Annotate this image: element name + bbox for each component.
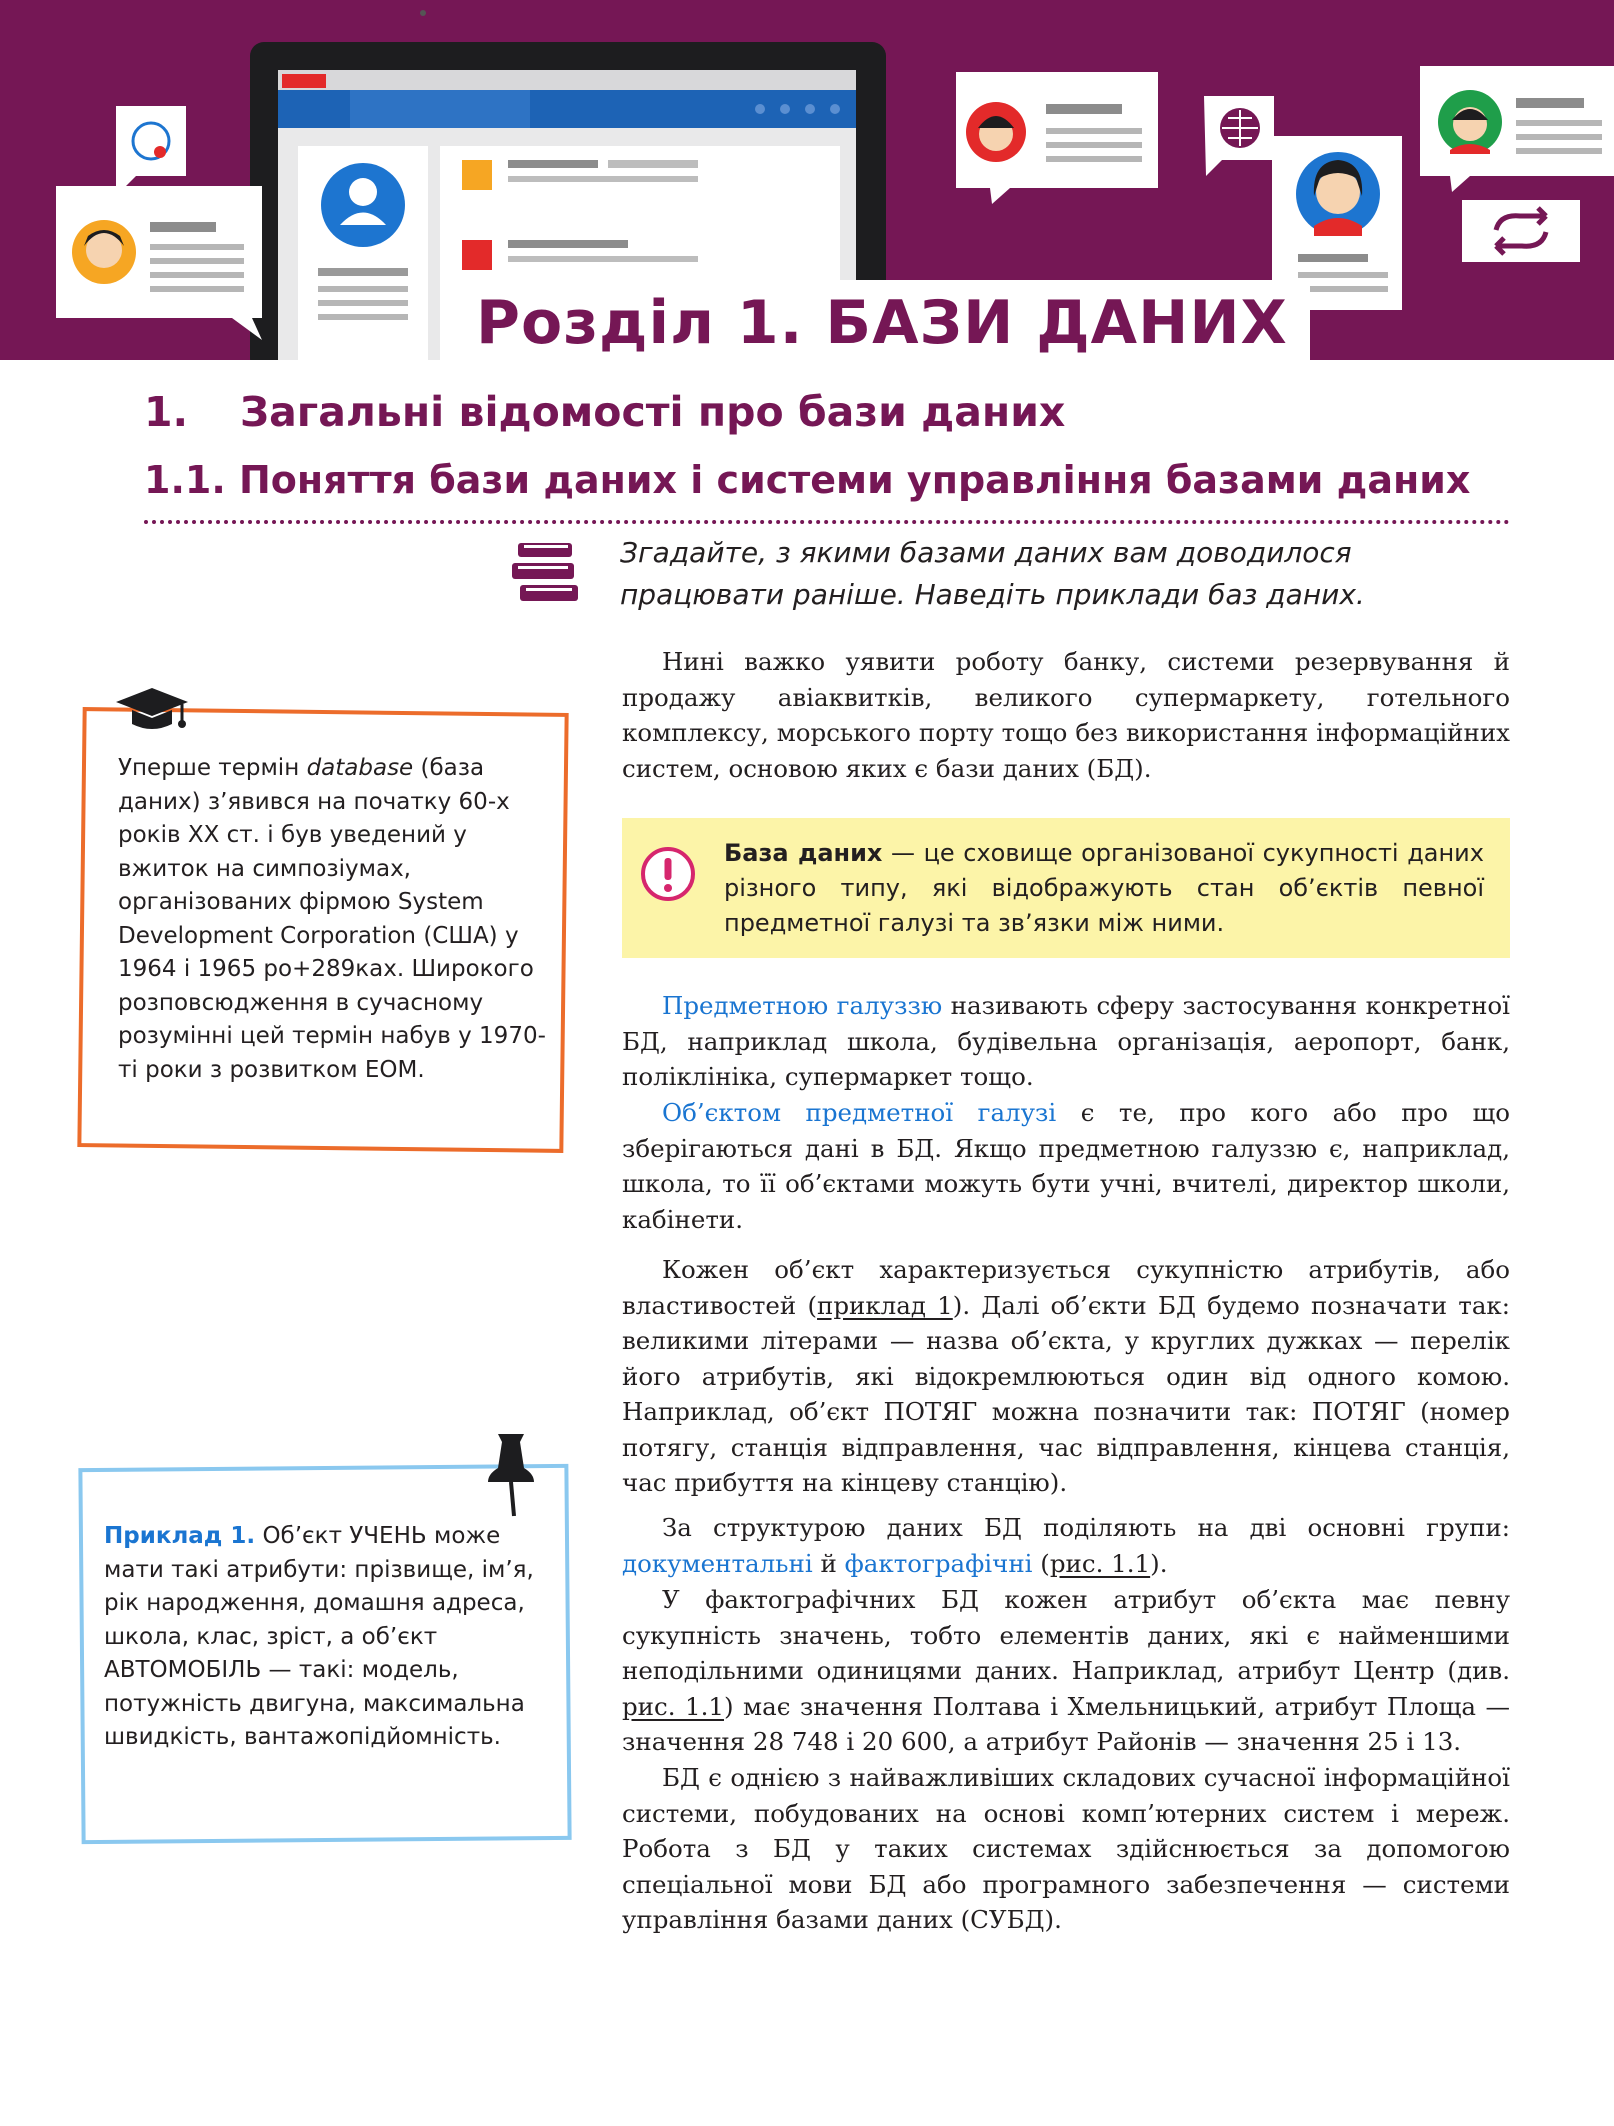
- section-number: 1.: [144, 388, 189, 436]
- definition-term: База даних: [724, 839, 883, 867]
- definition-body: — це сховище організованої сукупності даних різного типу, які відображують стан об’єктів певної предметної галузі та зв’язки між ними.: [724, 839, 1484, 937]
- paragraph-object: [622, 1095, 1510, 1237]
- chat-bubble-icon: [956, 72, 1158, 204]
- example-note-text: Об’єкт УЧЕНЬ може мати такі атрибути: прізвище, ім’я, рік народження, домашня адреса, школа, клас, зріст, а об’єкт АВТОМОБІЛЬ — такі: модель, потужність двигуна, максимальна швидкість, вантажопідйомність.: [104, 1523, 534, 1750]
- paragraph-attributes-text-1: Кожен об’єкт характеризується сукупністю атрибутів, або властивостей (: [622, 1255, 1510, 1320]
- history-note-term: database: [306, 755, 414, 781]
- exclamation-icon: [640, 846, 696, 902]
- paragraph-structure: [622, 1510, 1510, 1581]
- chat-bubble-icon: [1420, 66, 1614, 192]
- definition-text: [724, 836, 1484, 941]
- paren-close: ).: [1150, 1548, 1168, 1578]
- globe-icon: [1204, 96, 1274, 176]
- intro-question: Згадайте, з якими базами даних вам доводилося працювати раніше. Наведіть приклади баз даних.: [620, 536, 1365, 611]
- paragraph-factographic-text-2: ) має значення Полтава і Хмельницький, атрибут Площа — значення 28 748 і 20 600, а атрибут Районів — значення 25 і 13.: [622, 1691, 1510, 1756]
- paragraph-attributes: [622, 1252, 1510, 1501]
- term-factographic: фактографічні: [844, 1548, 1033, 1578]
- term-documentary: документальні: [622, 1548, 813, 1578]
- history-note-text-1: Уперше термін: [118, 755, 307, 781]
- example-note: [104, 1520, 550, 1755]
- heading-divider: [144, 520, 1510, 524]
- history-note: [118, 752, 548, 1087]
- paragraph-dbms: БД є однією з найважливіших складових сучасної інформаційної системи, побудованих на основі комп’ютерних систем і мереж. Робота з БД у таких системах здійснюється за допомогою спеціальної мови БД або програмного забезпечення — системи управління базами даних (СУБД).: [622, 1763, 1510, 1934]
- paragraph-factographic-text-1: У фактографічних БД кожен атрибут об’єкта має певну сукупність значень, тобто елементів даних, які є найменшими неподільними одиницями даних. Наприклад, атрибут Центр (див.: [622, 1585, 1510, 1685]
- sync-icon: [1462, 200, 1580, 262]
- paragraph-subject-area: [622, 988, 1510, 1095]
- figure-1-1-link[interactable]: рис. 1.1: [622, 1691, 724, 1721]
- paragraph-object-text: є те, про кого або про що зберігаються дані в БД. Якщо предметною галуззю є, наприклад, школа, то її об’єктами можуть бути учні, вчителі, директор школи, кабінети.: [622, 1098, 1510, 1234]
- figure-1-1-link[interactable]: рис. 1.1: [1049, 1548, 1151, 1578]
- paragraph-intro: Нині важко уявити роботу банку, системи резервування й продажу авіаквитків, великого супермаркету, готельного комплексу, морського порту тощо без використання інформаційних систем, основою яких є бази даних (БД).: [622, 647, 1510, 783]
- paragraph-factographic: [622, 1582, 1510, 1760]
- paren-open: (: [1032, 1548, 1050, 1578]
- paragraph-structure-and: й: [812, 1548, 845, 1578]
- section-heading: [144, 388, 1065, 436]
- chat-bubble-icon: [56, 186, 262, 340]
- paragraph-subject-area-text: називають сферу застосування конкретної БД, наприклад школа, будівельна організація, аеропорт, банк, поліклініка, супермаркет тощо.: [622, 991, 1510, 1091]
- example-note-label: Приклад 1.: [104, 1523, 256, 1549]
- subsection-heading: 1.1. Поняття бази даних і системи управління базами даних: [144, 458, 1471, 502]
- paragraph-attributes-text-2: ). Далі об’єкти БД будемо позначати так: великими літерами — назва об’єкта, у круглих дужках — перелік його атрибутів, які відокремлюються один від одного комою. Наприклад, об’єкт ПОТЯГ можна позначити так: ПОТЯГ (номер потягу, станція відправлення, час відправлення, кінцева станція, час прибуття на кінцеву станцію).: [622, 1290, 1510, 1497]
- section-title: Загальні відомості про бази даних: [240, 388, 1066, 436]
- paragraph-structure-text: За структурою даних БД поділяють на дві основні групи:: [662, 1513, 1510, 1542]
- term-object: Об’єктом предметної галузі: [662, 1098, 1057, 1127]
- definition-box: [622, 818, 1510, 958]
- books-icon: [510, 537, 586, 613]
- graduation-cap-icon: [112, 680, 192, 740]
- term-subject-area: Предметною галуззю: [662, 991, 943, 1020]
- chapter-title: Розділ 1. БАЗИ ДАНИХ: [458, 280, 1310, 360]
- chapter-banner: [0, 0, 1614, 360]
- example-1-link[interactable]: приклад 1: [817, 1290, 953, 1320]
- history-note-text-2: (база даних) з’явився на початку 60-х років XX ст. і був уведений у вжиток на симпозіумах, організованих фірмою System Development Corporation (США) у 1964 і 1965 ро+289ках. Широкого розповсюдження в сучасному розумінні цей термін набув у 1970-ті роки з розвитком ЕОМ.: [118, 755, 546, 1083]
- refresh-icon: [116, 106, 186, 196]
- pushpin-icon: [478, 1428, 548, 1520]
